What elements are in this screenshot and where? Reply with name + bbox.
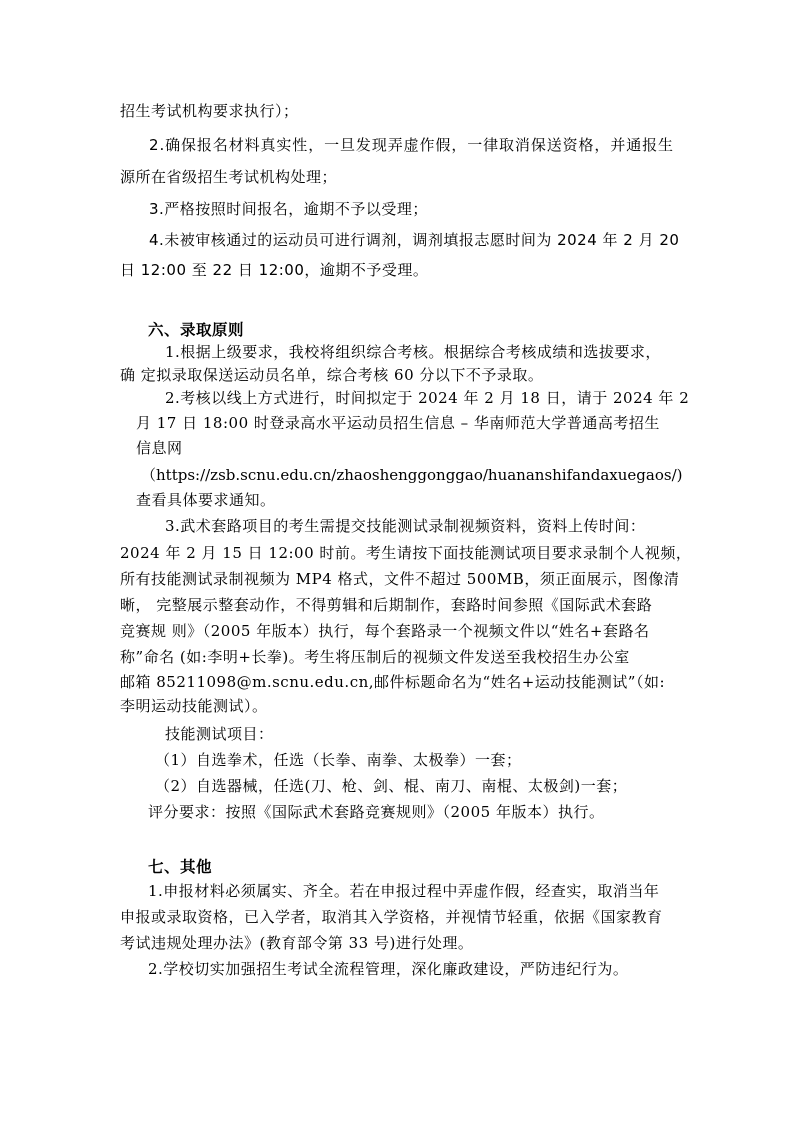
text-line: 信息网 (136, 439, 183, 457)
text-line: 4.未被审核通过的运动员可进行调剂，调剂填报志愿时间为 2024 年 2 月 20 (149, 231, 680, 249)
text-line: 1.申报材料必须属实、齐全。若在申报过程中弄虚作假，经查实，取消当年 (148, 882, 660, 900)
text-line: 2.考核以线上方式进行，时间拟定于 2024 年 2 月 18 日，请于 2024 年 2 (165, 389, 690, 407)
text-line: 3.严格按照时间报名，逾期不予以受理； (149, 200, 428, 218)
section-heading: 七、其他 (148, 858, 213, 876)
list-item: （1）自选拳术，任选（长拳、南拳、太极拳）一套； (155, 751, 522, 769)
text-line: 2.学校切实加强招生考试全流程管理，深化廉政建设，严防违纪行为。 (148, 960, 629, 978)
text-line: 源所在省级招生考试机构处理； (120, 168, 338, 186)
text-line: 日 12:00 至 22 日 12:00，逾期不予受理。 (120, 261, 429, 279)
text-line: 招生考试机构要求执行）； (120, 102, 299, 120)
text-line: 考试违规处理办法》(教育部令第 33 号)进行处理。 (120, 934, 474, 952)
text-line: 所有技能测试录制视频为 MP4 格式，文件不超过 500MB，须正面展示，图像清 (120, 570, 680, 588)
text-line: 1.根据上级要求，我校将组织综合考核。根据综合考核成绩和选拔要求， (165, 343, 661, 361)
url-link[interactable]: （https://zsb.scnu.edu.cn/zhaoshenggonggao/huananshifandaxuegaos/) (141, 466, 683, 484)
text-line: 晰， 完整展示整套动作，不得剪辑和后期制作，套路时间参照《国际武术套路 (120, 596, 653, 614)
text-line: 申报或录取资格，已入学者，取消其入学资格，并视情节轻重，依据《国家教育 (120, 908, 663, 926)
section-heading: 六、录取原则 (148, 321, 245, 339)
text-line: 称”命名 (如:李明+长拳)。考生将压制后的视频文件发送至我校招生办公室 (120, 648, 630, 666)
text-line: 李明运动技能测试）。 (120, 697, 268, 715)
list-title: 技能测试项目： (165, 725, 274, 743)
text-line: 2.确保报名材料真实性，一旦发现弄虚作假，一律取消保送资格，并通报生 (149, 136, 674, 154)
text-line: 邮箱 85211098@m.scnu.edu.cn,邮件标题命名为“姓名+运动技能测试”（如: (120, 673, 665, 691)
text-line: 确 定拟录取保送运动员名单，综合考核 60 分以下不予录取。 (120, 366, 544, 384)
text-line: 月 17 日 18:00 时登录高水平运动员招生信息 – 华南师范大学普通高考招生 (136, 414, 660, 432)
text-line: 2024 年 2 月 15 日 12:00 时前。考生请按下面技能测试项目要求录制个人视频， (120, 544, 692, 562)
text-line: 评分要求：按照《国际武术套路竞赛规则》（2005 年版本）执行。 (148, 803, 605, 821)
text-line: 查看具体要求通知。 (136, 491, 276, 509)
text-line: 3.武术套路项目的考生需提交技能测试录制视频资料，资料上传时间： (165, 517, 646, 535)
text-line: 竞赛规 则》（2005 年版本）执行，每个套路录一个视频文件以“姓名+套路名 (120, 622, 650, 640)
list-item: （2）自选器械，任选(刀、枪、剑、棍、南刀、南棍、太极剑)一套； (155, 777, 628, 795)
